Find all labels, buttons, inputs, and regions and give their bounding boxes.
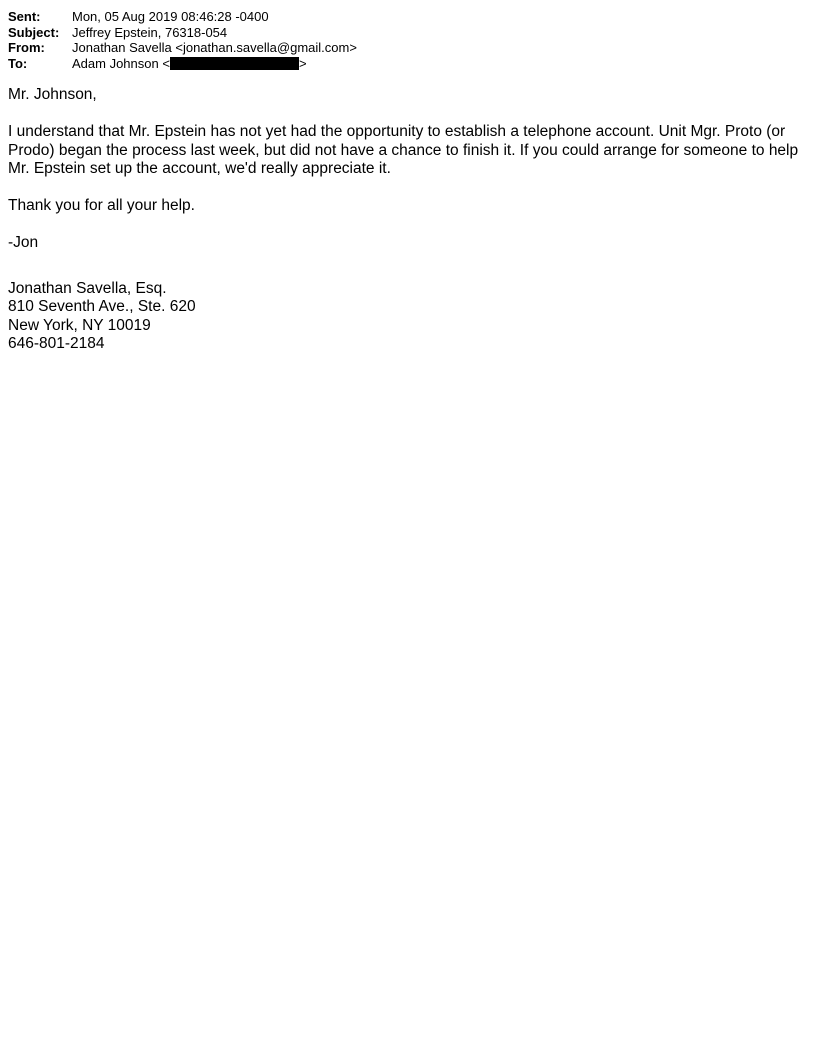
signature-name: Jonathan Savella, Esq. [8, 279, 167, 297]
subject-row [8, 25, 798, 41]
from-row [8, 40, 798, 56]
redaction-bar [170, 57, 299, 70]
signature-address-line1: 810 Seventh Ave., Ste. 620 [8, 298, 196, 315]
from-value: Jonathan Savella <jonathan.savella@gmail.com> [72, 40, 357, 55]
email-body [8, 86, 808, 354]
signature-block [8, 280, 808, 354]
greeting: Mr. Johnson, [8, 86, 97, 103]
sent-row [8, 9, 798, 25]
subject-label: Subject: [8, 24, 60, 40]
message-paragraph: I understand that Mr. Epstein has not yet had the opportunity to establish a telephone account. Unit Mgr. Proto (or Prodo) began the process last week, but did not have a chance to finish it. If you could arrange for someone to help Mr. Epstein set up the account, we'd really appreciate it. [8, 123, 799, 177]
email-headers [8, 9, 798, 71]
from-label: From: [8, 40, 45, 55]
subject-value: Jeffrey Epstein, 76318-054 [72, 24, 228, 40]
to-value [72, 56, 798, 72]
to-close: > [298, 55, 307, 71]
signature-address-line2: New York, NY 10019 [8, 316, 151, 334]
signature-phone: 646-801-2184 [8, 335, 105, 352]
to-label: To: [8, 55, 28, 71]
to-name: Adam Johnson < [72, 55, 170, 71]
to-row [8, 56, 798, 72]
sent-value: Mon, 05 Aug 2019 08:46:28 -0400 [72, 9, 269, 24]
signoff: -Jon [8, 234, 39, 251]
sent-label: Sent: [8, 9, 41, 24]
thanks-line: Thank you for all your help. [8, 197, 195, 214]
